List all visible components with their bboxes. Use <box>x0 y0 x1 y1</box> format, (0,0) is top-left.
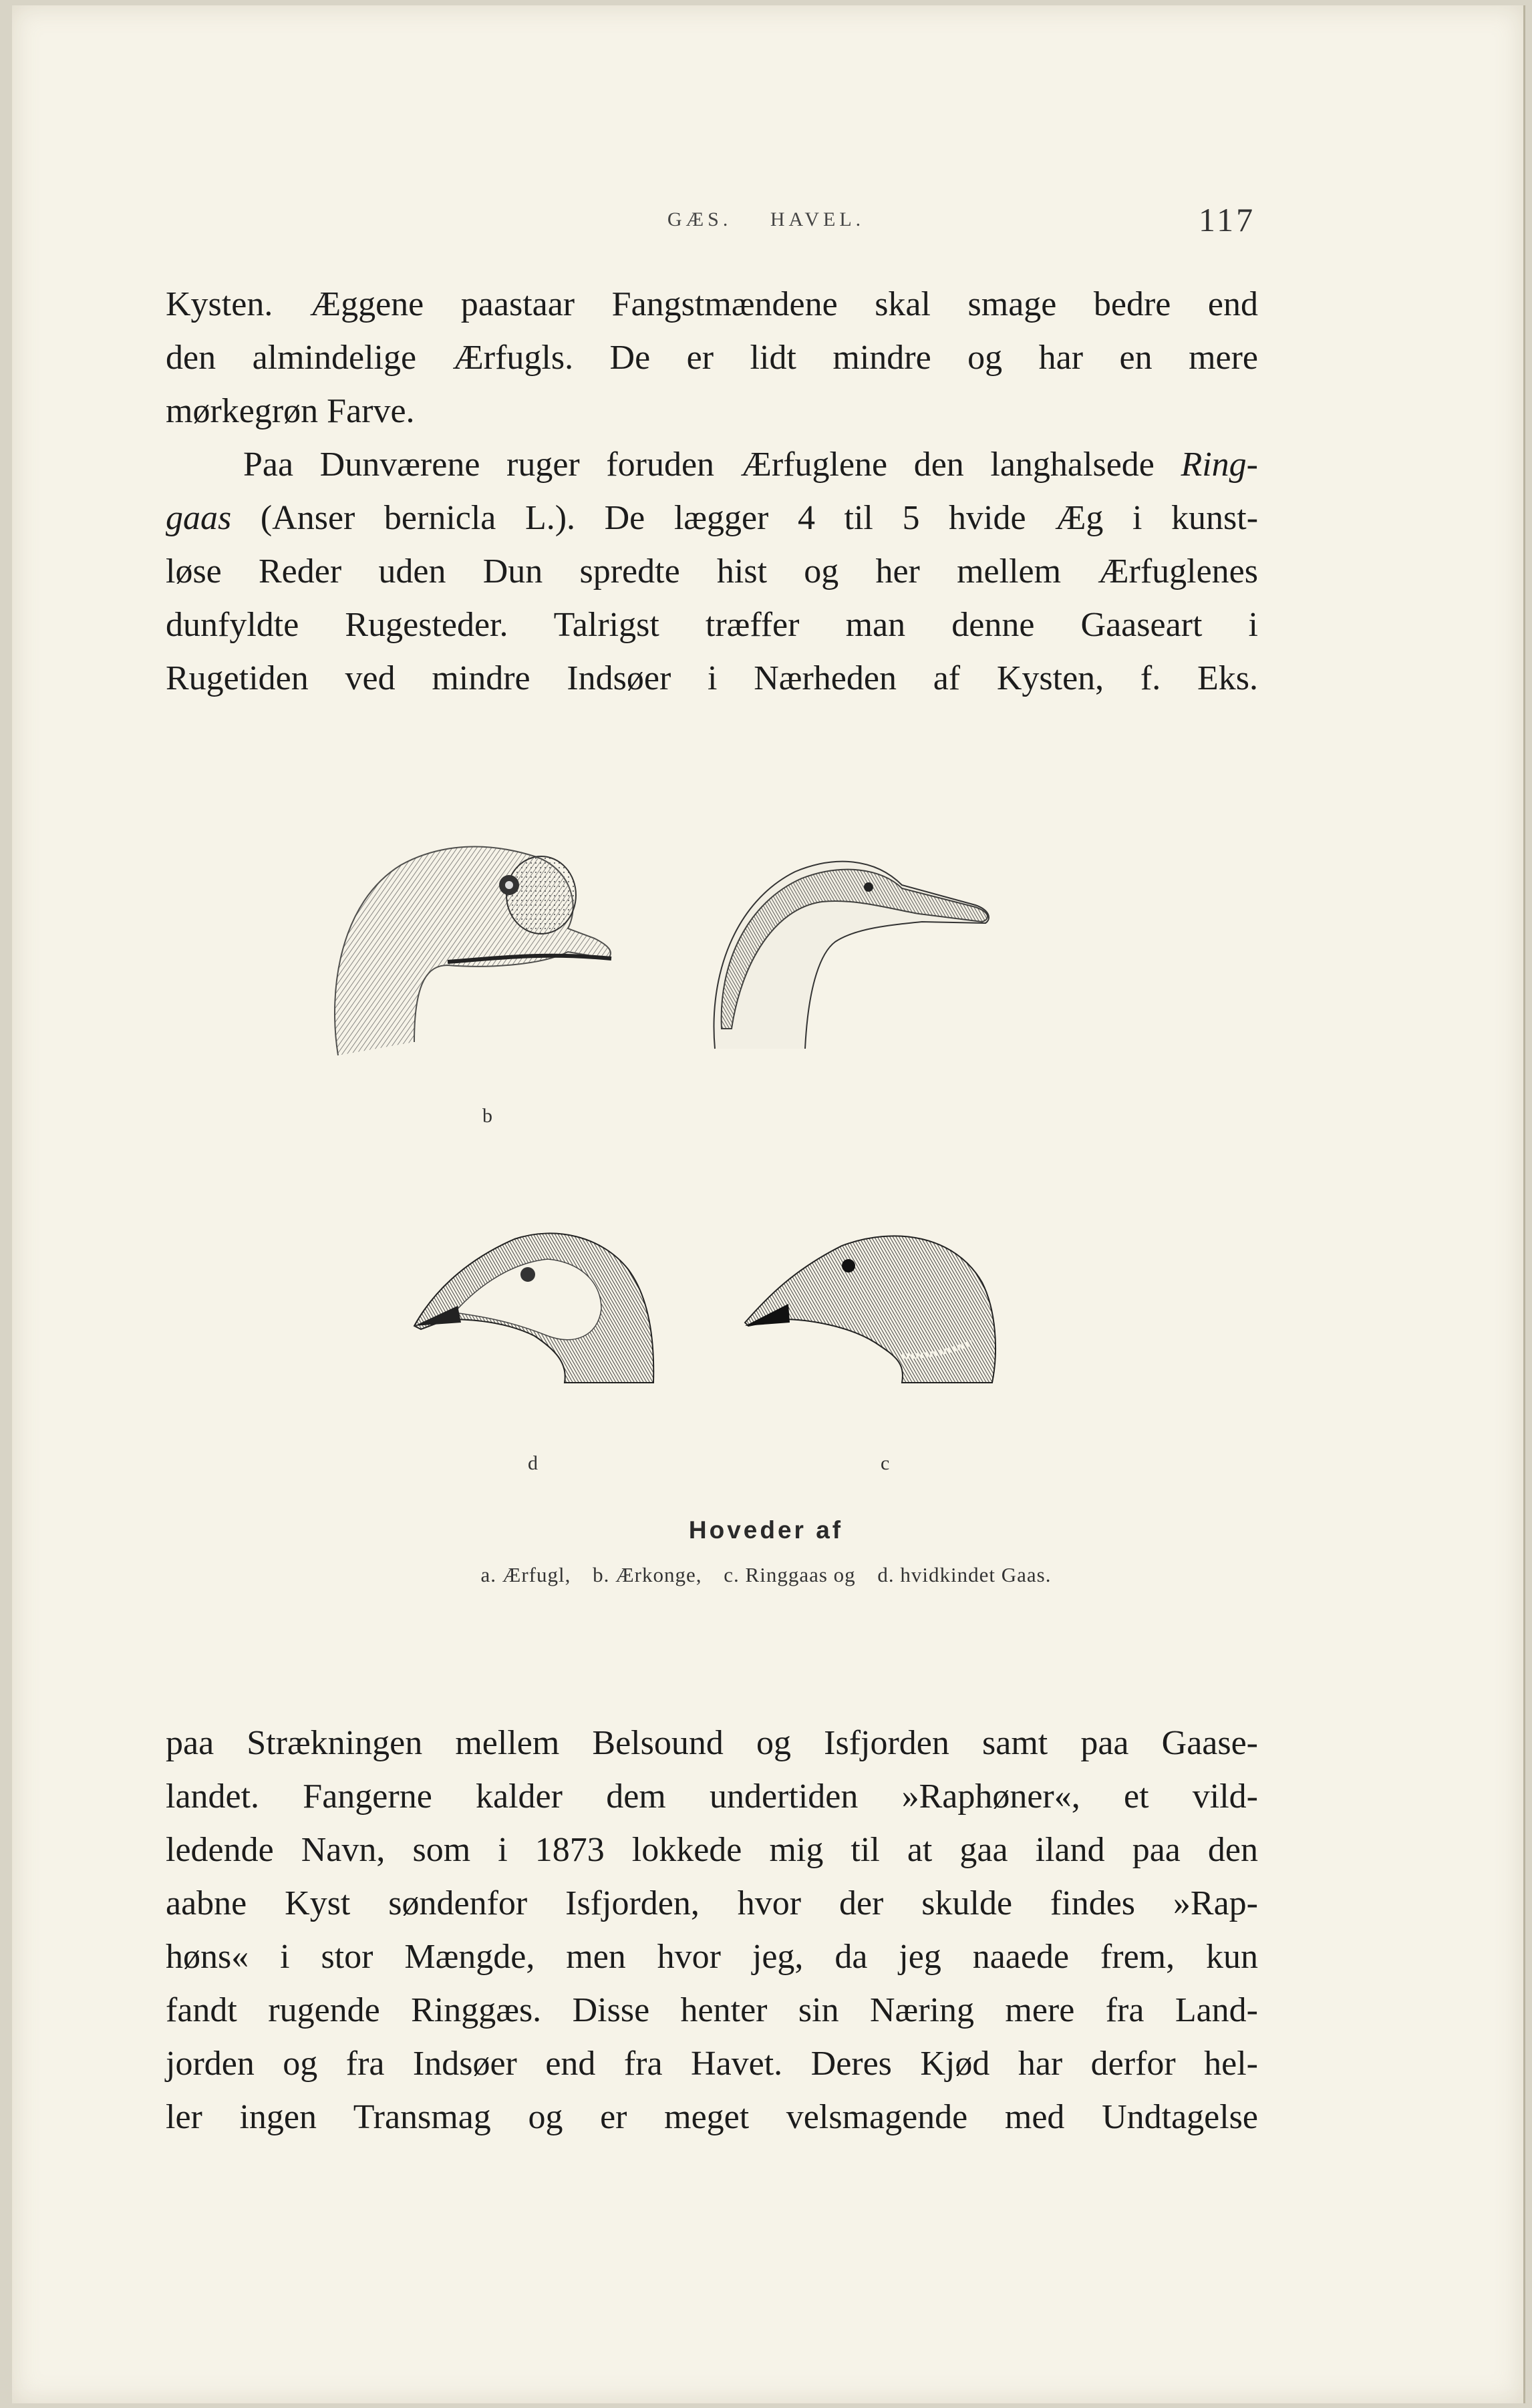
figure-caption-items <box>0 1563 1532 1587</box>
text-line: ledende Navn, som i 1873 lokkede mig til at gaa iland paa den <box>166 1831 1258 1869</box>
text-line: aabne Kyst søndenfor Isfjorden, hvor der skulde findes »Rap- <box>166 1884 1258 1922</box>
text-line: fandt rugende Ringgæs. Disse henter sin Næring mere fra Land- <box>166 1991 1258 2029</box>
head-c-drawing <box>745 1236 995 1383</box>
text-line <box>166 438 1258 492</box>
caption-item-b: b. Ærkonge, <box>593 1563 702 1586</box>
text-segment: Paa Dunværene ruger foruden Ærfuglene den langhalsede <box>243 446 1155 484</box>
running-head-right: HAVEL. <box>770 208 865 230</box>
text-line: jorden og fra Indsøer end fra Havet. Deres Kjød har derfor hel- <box>166 2045 1258 2083</box>
text-line: dunfyldte Rugesteder. Talrigst træffer man denne Gaaseart i <box>166 606 1258 644</box>
text-line: høns« i stor Mængde, men hvor jeg, da jeg naaede frem, kun <box>166 1938 1258 1976</box>
text-line: Rugetiden ved mindre Indsøer i Nærheden af Kysten, f. Eks. <box>166 659 1258 697</box>
text-line: Kysten. Æggene paastaar Fangstmændene skal smage bedre end <box>166 285 1258 323</box>
head-b-drawing <box>335 846 611 1055</box>
figure-caption-title: Hoveder af <box>688 1516 844 1544</box>
head-d-drawing <box>414 1233 653 1383</box>
caption-item-a: a. Ærfugl, <box>480 1563 571 1586</box>
italic-term: gaas <box>166 499 232 537</box>
text-line: mørkegrøn Farve. <box>166 392 415 430</box>
text-line <box>166 492 1258 545</box>
figure-label-c: c <box>881 1452 890 1474</box>
italic-term: Ring- <box>1181 446 1258 484</box>
text-line: landet. Fangerne kalder dem undertiden »Raphøner«, et vild- <box>166 1777 1258 1816</box>
paragraph-3 <box>166 1717 1258 2144</box>
text-line: den almindelige Ærfugls. De er lidt mindre og har en mere <box>166 339 1258 377</box>
page-number: 117 <box>1199 201 1256 238</box>
figure-label-d: d <box>528 1452 538 1474</box>
bird-heads-illustration <box>314 828 1116 1523</box>
text-line: løse Reder uden Dun spredte hist og her mellem Ærfuglenes <box>166 552 1258 590</box>
head-a-drawing <box>714 862 989 1049</box>
caption-item-c: c. Ringgaas og <box>724 1563 856 1586</box>
caption-item-d: d. hvidkindet Gaas. <box>877 1563 1052 1586</box>
text-line: paa Strækningen mellem Belsound og Isfjorden samt paa Gaase- <box>166 1724 1258 1762</box>
paragraph-2 <box>166 438 1258 705</box>
running-head <box>0 208 1532 231</box>
running-head-left: GÆS. <box>667 208 732 230</box>
text-segment: (Anser bernicla L.). De lægger 4 til 5 hvide Æg i kunst- <box>260 499 1259 537</box>
text-line: ler ingen Transmag og er meget velsmagende med Undtagelse <box>166 2098 1258 2136</box>
figure-label-b: b <box>482 1105 492 1127</box>
paragraph-1 <box>166 278 1258 438</box>
